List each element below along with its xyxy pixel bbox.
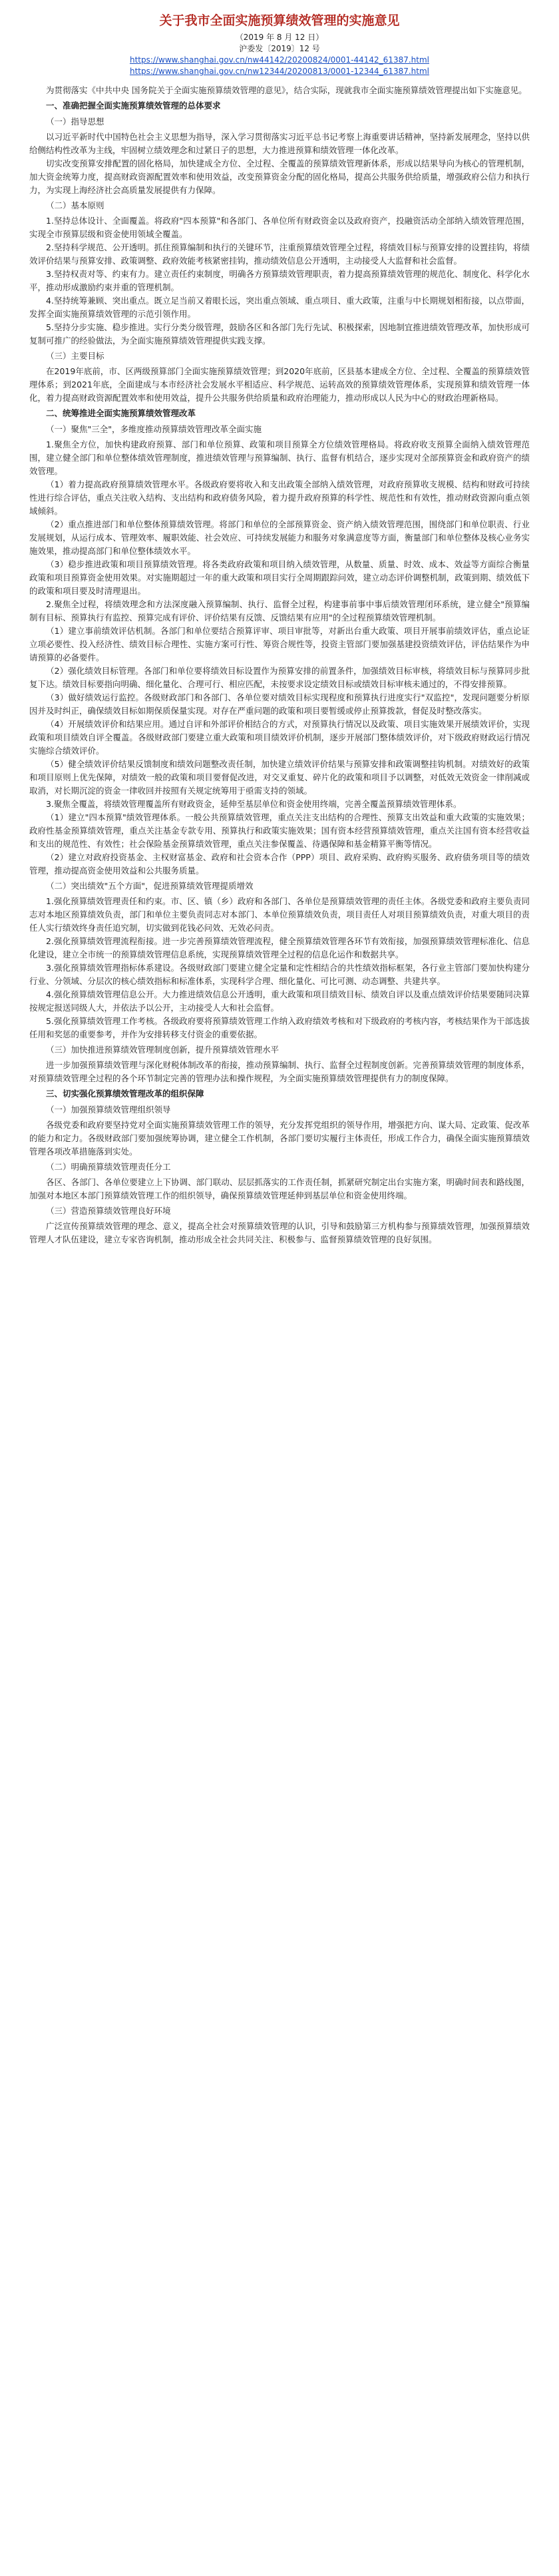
- paragraph: 1.坚持总体设计、全面覆盖。将政府"四本预算"和各部门、各单位所有财政资金以及政府资产，投融资活动全部纳入绩效管理范围，实现全市预算层级和资金使用领域全覆盖。: [29, 216, 530, 239]
- paragraph: （4）开展绩效评价和结果应用。通过自评和外部评价相结合的方式，对预算执行情况以及政策、项目实施效果开展绩效评价，实现政策和项目绩效自评全覆盖。各级财政部门要建立重大政策和项目绩效评价机制，逐步开展部门整体绩效评价，对下级政府财政运行情况实施综合绩效评价。: [29, 719, 530, 756]
- subsection-heading: （三）主要目标: [46, 351, 104, 361]
- section-heading: 三、切实强化预算绩效管理改革的组织保障: [46, 1089, 204, 1099]
- paragraph: 4.强化预算绩效管理信息公开。大力推进绩效信息公开透明，重大政策和项目绩效目标、绩效自评以及重点绩效评价结果要随同决算按规定报送同级人大，并依法予以公开，主动接受人大和社会监督。: [29, 989, 530, 1013]
- paragraph: 进一步加强预算绩效管理与深化财税体制改革的衔接，推动预算编制、执行、监督全过程制度创新。完善预算绩效管理的制度体系，对预算绩效管理全过程的各个环节制定完善的管理办法和操作规程，为全面实施预算绩效管理提供有力的制度保障。: [29, 1060, 530, 1083]
- paragraph: 4.坚持统筹兼顾、突出重点。既立足当前又着眼长远，突出重点领域、重点项目、重大政策，注重与中长期规划相衔接，以点带面，发挥全面实施预算绩效管理的示范引领作用。: [29, 296, 530, 319]
- paragraph: 各级党委和政府要坚持党对全面实施预算绩效管理工作的领导，充分发挥党组织的领导作用，增强把方向、谋大局、定政策、促改革的能力和定力。各级财政部门要加强统筹协调，建立健全工作机制，各部门要切实履行主体责任，形成工作合力，确保全面实施预算绩效管理各项改革措施落到实处。: [29, 1120, 530, 1157]
- paragraph: （2）重点推进部门和单位整体预算绩效管理。将部门和单位的全部预算资金、资产纳入绩效管理范围，围绕部门和单位职责、行业发展规划，从运行成本、管理效率、履职效能、社会效应、可持续发展能力和服务对象满意度等方面，衡量部门和单位整体及核心业务实施效果，推动提高部门和单位整体绩效水平。: [29, 519, 530, 556]
- paragraph: 切实改变预算安排配置的固化格局，加快建成全方位、全过程、全覆盖的预算绩效管理新体系，形成以结果导向为核心的管理机制，加大资金统筹力度，提高财政资源配置效率和使用效益，改变预算资金分配的固化格局，提高公共服务供给质量，增强政府公信力和执行力，为实现上海经济社会高质量发展提供有力保障。: [29, 158, 530, 195]
- paragraph: 广泛宣传预算绩效管理的理念、意义，提高全社会对预算绩效管理的认识，引导和鼓励第三方机构参与预算绩效管理，加强预算绩效管理人才队伍建设，建立专家咨询机制，推动形成全社会共同关注、积极参与、监督预算绩效管理的良好氛围。: [29, 1221, 530, 1244]
- subsection-heading: （一）指导思想: [46, 117, 104, 127]
- subsection-heading: （二）明确预算绩效管理责任分工: [46, 1162, 171, 1172]
- paragraph: 以习近平新时代中国特色社会主义思想为指导，深入学习贯彻落实习近平总书记考察上海重要讲话精神，坚持新发展理念，坚持以供给侧结构性改革为主线，牢固树立绩效理念和过紧日子的思想，大力推进预算和绩效管理一体化改革。: [29, 132, 530, 155]
- paragraph: 为贯彻落实《中共中央 国务院关于全面实施预算绩效管理的意见》，结合实际，现就我市全面实施预算绩效管理提出如下实施意见。: [46, 85, 527, 95]
- paragraph: （3）稳步推进政策和项目预算绩效管理。将各类政府政策和项目纳入绩效管理，从数量、质量、时效、成本、效益等方面综合衡量政策和项目预算资金使用效果。对实施期超过一年的重大政策和项目实行全周期跟踪问效，建立动态评价调整机制，政策到期、绩效低下的政策和项目要及时清理退出。: [29, 559, 530, 596]
- date-line: （2019 年 8 月 12 日）: [235, 33, 324, 42]
- paragraph: 2.聚焦全过程，将绩效理念和方法深度融入预算编制、执行、监督全过程，构建事前事中事后绩效管理闭环系统，建立健全"预算编制有目标、预算执行有监控、预算完成有评价、评价结果有反馈、反馈结果有应用"的全过程预算绩效管理机制。: [29, 599, 530, 623]
- paragraph: （2）建立对政府投资基金、主权财富基金、政府和社会资本合作（PPP）项目、政府采购、政府购买服务、政府债务项目等的绩效管理，推动提高资金使用效益和公共服务质量。: [29, 852, 530, 876]
- document-number: 沪委发〔2019〕12 号: [239, 44, 320, 53]
- document-title: 关于我市全面实施预算绩效管理的实施意见: [159, 13, 400, 28]
- paragraph: （1）着力提高政府预算绩效管理水平。各级政府要将收入和支出政策全部纳入绩效管理，对政府预算收支规模、结构和财政可持续性进行综合评估，重点关注收入结构、支出结构和政府债务风险，着力提升政府预算的科学性、规范性和有效性，推动财政资源向重点领域倾斜。: [29, 479, 530, 516]
- paragraph: 3.聚焦全覆盖，将绩效管理覆盖所有财政资金，延伸至基层单位和资金使用终端，完善全覆盖预算绩效管理体系。: [46, 799, 462, 809]
- subsection-heading: （二）突出绩效"五个方面"，促进预算绩效管理提质增效: [46, 881, 254, 891]
- paragraph: 1.聚焦全方位，加快构建政府预算、部门和单位预算、政策和项目预算全方位绩效管理格局。将政府收支预算全面纳入绩效管理范围，建立健全部门和单位整体绩效管理制度，推进绩效管理与预算编制、执行、监督有机结合，逐步实现对全部预算资金和政府资产的绩效管理。: [29, 439, 530, 476]
- section-heading: 二、统筹推进全面实施预算绩效管理改革: [46, 408, 196, 418]
- source-link-1[interactable]: [29, 55, 530, 66]
- paragraph: （1）建立"四本预算"绩效管理体系。一般公共预算绩效管理，重点关注支出结构的合理性、预算支出效益和重大政策的实施效果；政府性基金预算绩效管理，重点关注基金专款专用、预算执行和政策实施效果；国有资本经营预算绩效管理，重点关注国有资本经营收益和支出的规范性、有效性；社会保险基金预算绩效管理，重点关注参保覆盖、待遇保障和基金精算平衡等情况。: [29, 812, 530, 849]
- paragraph: 1.强化预算绩效管理责任和约束。市、区、镇（乡）政府和各部门、各单位是预算绩效管理的责任主体。各级党委和政府主要负责同志对本地区预算绩效负责，部门和单位主要负责同志对本部门、本单位预算绩效负责，项目责任人对项目预算绩效负责，对重大项目的责任人实行绩效终身责任追究制，切实做到花钱必问效、无效必问责。: [29, 896, 530, 933]
- document-body: [29, 84, 530, 1246]
- paragraph: （5）健全绩效评价结果反馈制度和绩效问题整改责任制，加快建立绩效评价结果与预算安排和政策调整挂钩机制。对绩效好的政策和项目原则上优先保障，对绩效一般的政策和项目要督促改进，对交叉重复、碎片化的政策和项目予以调整，对低效无效资金一律削减或取消，对长期沉淀的资金一律收回并按照有关规定统筹用于亟需支持的领域。: [29, 759, 530, 796]
- paragraph: （2）强化绩效目标管理。各部门和单位要将绩效目标设置作为预算安排的前置条件，加强绩效目标审核，将绩效目标与预算同步批复下达。绩效目标要指向明确、细化量化、合理可行、相应匹配，未按要求设定绩效目标或绩效目标审核未通过的，不得安排预算。: [29, 666, 530, 689]
- source-link-2[interactable]: [29, 66, 530, 77]
- document-page: [0, 0, 559, 1246]
- subsection-heading: （一）聚焦"三全"，多维度推动预算绩效管理改革全面实施: [46, 424, 262, 434]
- paragraph: 5.强化预算绩效管理工作考核。各级政府要将预算绩效管理工作纳入政府绩效考核和对下级政府的考核内容，考核结果作为干部选拔任用和奖惩的重要参考，并作为安排转移支付资金的重要依据。: [29, 1016, 530, 1039]
- paragraph: 2.坚持科学规范、公开透明。抓住预算编制和执行的关键环节，注重预算绩效管理全过程，将绩效目标与预算安排的设置挂钩，将绩效评价结果与预算安排、政策调整、政府效能考核紧密挂钩，推动绩效信息公开透明，主动接受人大监督和社会监督。: [29, 242, 530, 266]
- subsection-heading: （二）基本原则: [46, 200, 104, 210]
- subsection-heading: （三）营造预算绩效管理良好环境: [46, 1206, 171, 1216]
- source-link-2-anchor[interactable]: https://www.shanghai.gov.cn/nw12344/20200813/0001-12344_61387.html: [129, 67, 430, 76]
- paragraph: （1）建立事前绩效评估机制。各部门和单位要结合预算评审、项目审批等，对新出台重大政策、项目开展事前绩效评估，重点论证立项必要性、投入经济性、绩效目标合理性、实施方案可行性、筹资合规性等，投资主管部门要加强基建投资绩效评估，评估结果作为申请预算的必备要件。: [29, 626, 530, 662]
- section-heading: 一、准确把握全面实施预算绩效管理的总体要求: [46, 101, 221, 111]
- paragraph: 各区、各部门、各单位要建立上下协调、部门联动、层层抓落实的工作责任制，抓紧研究制定出台实施方案，明确时间表和路线图，加强对本地区本部门预算绩效管理工作的组织领导，确保预算绩效管理延伸到基层单位和资金使用终端。: [29, 1177, 530, 1200]
- subsection-heading: （一）加强预算绩效管理组织领导: [46, 1105, 171, 1115]
- source-link-1-anchor[interactable]: https://www.shanghai.gov.cn/nw44142/20200824/0001-44142_61387.html: [129, 55, 430, 65]
- paragraph: （3）做好绩效运行监控。各级财政部门和各部门、各单位要对绩效目标实现程度和预算执行进度实行"双监控"，发现问题要分析原因并及时纠正，确保绩效目标如期保质保量实现。对存在严重问题的政策和项目要暂缓或停止预算拨款，督促及时整改落实。: [29, 692, 530, 716]
- subsection-heading: （三）加快推进预算绩效管理制度创新，提升预算绩效管理水平: [46, 1045, 280, 1055]
- paragraph: 2.强化预算绩效管理流程衔接。进一步完善预算绩效管理流程，健全预算绩效管理各环节有效衔接，加强预算绩效管理标准化、信息化建设，建立全市统一的预算绩效管理信息系统，实现预算绩效管理全过程的信息化运作和数据共享。: [29, 936, 530, 959]
- paragraph: 3.坚持权责对等、约束有力。建立责任约束制度，明确各方预算绩效管理职责，着力提高预算绩效管理的规范化、制度化、科学化水平，推动形成激励约束并重的管理机制。: [29, 269, 530, 292]
- paragraph: 5.坚持分步实施、稳步推进。实行分类分级管理，鼓励各区和各部门先行先试、积极探索，因地制宜推进绩效管理改革，加快形成可复制可推广的经验做法，为全面实施预算绩效管理提供实践支撑。: [29, 322, 530, 346]
- paragraph: 3.强化预算绩效管理指标体系建设。各级财政部门要建立健全定量和定性相结合的共性绩效指标框架，各行业主管部门要加快构建分行业、分领域、分层次的核心绩效指标和标准体系，实现科学合理、细化量化、可比可测、动态调整、共建共享。: [29, 963, 530, 986]
- paragraph: 在2019年底前，市、区两级预算部门全面实施预算绩效管理；到2020年底前，区县基本建成全方位、全过程、全覆盖的预算绩效管理体系；到2021年底，全面建成与本市经济社会发展水平相适应、科学规范、运转高效的预算绩效管理体系，实现预算和绩效管理一体化，着力提高财政资源配置效率和使用效益，提升公共服务供给质量和政府治理能力，推动形成以人民为中心的财政治理新格局。: [29, 366, 530, 403]
